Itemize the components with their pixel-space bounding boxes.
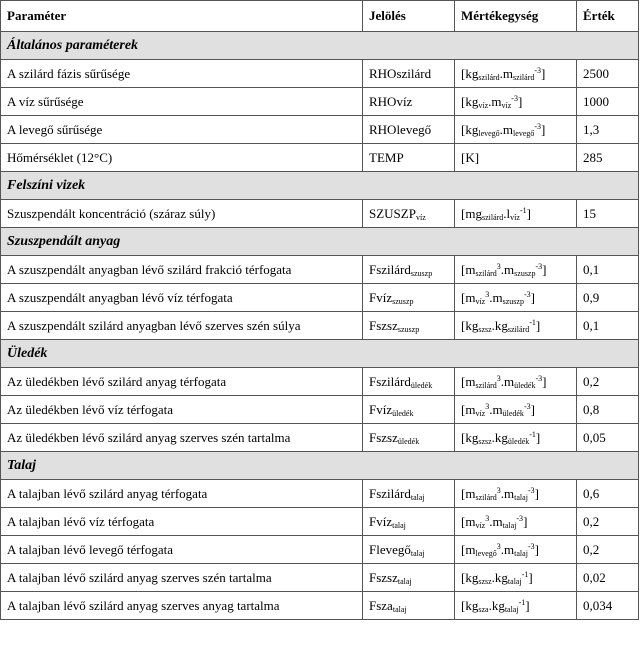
section-title: Talaj <box>1 452 639 480</box>
symbol-subscript: szuszp <box>392 296 414 306</box>
parameter-cell: Szuszpendált koncentráció (száraz súly) <box>1 200 363 228</box>
symbol-cell <box>363 424 455 452</box>
parameter-cell: Az üledékben lévő víz térfogata <box>1 396 363 424</box>
symbol-subscript: talaj <box>392 520 406 530</box>
symbol-subscript: szuszp <box>410 268 433 278</box>
symbol-subscript: talaj <box>392 604 407 614</box>
unit-cell: $[kg_{szsz}.kg_{üledék}^{-1}]$ <box>455 424 577 452</box>
value-cell: 0,02 <box>577 564 639 592</box>
unit-cell: $[kg_{szsz}.kg_{talaj}^{-1}]$ <box>455 564 577 592</box>
unit-cell: [K] <box>455 144 577 172</box>
unit-cell: $[m_{szilárd}^3.m_{szuszp}^{-3}]$ <box>455 256 577 284</box>
symbol-cell <box>363 200 455 228</box>
value-cell: 15 <box>577 200 639 228</box>
unit-cell: $[m_{víz}^3.m_{talaj}^{-3}]$ <box>455 508 577 536</box>
section-row <box>1 32 639 60</box>
symbol-subscript: üledék <box>410 380 433 390</box>
header-unit: Mértékegység <box>455 1 577 32</box>
table-row <box>1 368 639 396</box>
value-cell: 1,3 <box>577 116 639 144</box>
parameter-cell: A szuszpendált anyagban lévő víz térfogata <box>1 284 363 312</box>
table-row <box>1 480 639 508</box>
parameter-cell: A szuszpendált anyagban lévő szilárd frakció térfogata <box>1 256 363 284</box>
symbol-cell <box>363 368 455 396</box>
header-parameter: Paraméter <box>1 1 363 32</box>
symbol-text: SZUSZP <box>369 205 416 221</box>
section-title: Szuszpendált anyag <box>1 228 639 256</box>
parameter-cell: Az üledékben lévő szilárd anyag szerves szén tartalma <box>1 424 363 452</box>
symbol-cell <box>363 480 455 508</box>
value-cell: 0,8 <box>577 396 639 424</box>
symbol-text: Fvíz <box>369 513 393 529</box>
table-row <box>1 312 639 340</box>
symbol-text: Fvíz <box>369 401 393 417</box>
value-cell: 285 <box>577 144 639 172</box>
table-row <box>1 536 639 564</box>
section-row <box>1 340 639 368</box>
symbol-cell <box>363 508 455 536</box>
symbol-text: Fszilárd <box>369 261 411 277</box>
parameter-cell: Hőmérséklet (12°C) <box>1 144 363 172</box>
unit-cell: $[mg_{szilárd}.l_{víz}^{-1}]$ <box>455 200 577 228</box>
unit-cell: $[m_{szilárd}^3.m_{talaj}^{-3}]$ <box>455 480 577 508</box>
symbol-text: Fsza <box>369 597 393 613</box>
section-title: Felszíni vizek <box>1 172 639 200</box>
section-row <box>1 172 639 200</box>
value-cell: 0,05 <box>577 424 639 452</box>
symbol-cell <box>363 564 455 592</box>
parameter-cell: A levegő sűrűsége <box>1 116 363 144</box>
symbol-subscript: talaj <box>410 492 425 502</box>
table-row <box>1 256 639 284</box>
symbol-text: Fszilárd <box>369 373 411 389</box>
symbol-cell <box>363 60 455 88</box>
unit-cell: $[kg_{szilárd}.m_{szilárd}^{-3}]$ <box>455 60 577 88</box>
parameter-cell: A szilárd fázis sűrűsége <box>1 60 363 88</box>
value-cell: 1000 <box>577 88 639 116</box>
parameter-cell: A víz sűrűsége <box>1 88 363 116</box>
table-row <box>1 116 639 144</box>
unit-cell: $[kg_{sza}.kg_{talaj}^{-1}]$ <box>455 592 577 620</box>
value-cell: 0,2 <box>577 508 639 536</box>
table-row <box>1 508 639 536</box>
symbol-cell <box>363 312 455 340</box>
symbol-cell <box>363 116 455 144</box>
parameter-cell: A talajban lévő víz térfogata <box>1 508 363 536</box>
unit-cell: $[kg_{víz}.m_{víz}^{-3}]$ <box>455 88 577 116</box>
unit-cell: $[kg_{levegő}.m_{levegő}^{-3}]$ <box>455 116 577 144</box>
value-cell: 0,034 <box>577 592 639 620</box>
symbol-subscript: üledék <box>392 408 414 418</box>
value-cell: 0,1 <box>577 256 639 284</box>
symbol-text: Flevegő <box>369 541 411 557</box>
symbol-cell <box>363 536 455 564</box>
unit-cell: $[m_{levegő}^3.m_{talaj}^{-3}]$ <box>455 536 577 564</box>
value-cell: 0,2 <box>577 536 639 564</box>
symbol-text: Fvíz <box>369 289 393 305</box>
symbol-text: RHOlevegő <box>369 121 432 137</box>
symbol-cell <box>363 144 455 172</box>
symbol-cell <box>363 592 455 620</box>
table-row <box>1 284 639 312</box>
symbol-text: Fszilárd <box>369 485 411 501</box>
unit-cell: $[kg_{szsz}.kg_{szilárd}^{-1}]$ <box>455 312 577 340</box>
section-row <box>1 452 639 480</box>
symbol-subscript: víz <box>415 212 426 222</box>
section-row <box>1 228 639 256</box>
symbol-text: TEMP <box>369 149 404 165</box>
symbol-text: Fszsz <box>369 429 398 445</box>
parameter-cell: A szuszpendált szilárd anyagban lévő szerves szén súlya <box>1 312 363 340</box>
symbol-cell <box>363 284 455 312</box>
value-cell: 0,1 <box>577 312 639 340</box>
table-row <box>1 200 639 228</box>
unit-cell: $[m_{víz}^3.m_{szuszp}^{-3}]$ <box>455 284 577 312</box>
header-symbol: Jelölés <box>363 1 455 32</box>
symbol-text: Fszsz <box>369 317 398 333</box>
symbol-subscript: talaj <box>397 576 412 586</box>
symbol-cell <box>363 396 455 424</box>
header-row <box>1 1 639 32</box>
parameter-cell: A talajban lévő levegő térfogata <box>1 536 363 564</box>
value-cell: 0,2 <box>577 368 639 396</box>
unit-cell: $[m_{szilárd}^3.m_{üledék}^{-3}]$ <box>455 368 577 396</box>
section-title: Üledék <box>1 340 639 368</box>
header-value: Érték <box>577 1 639 32</box>
table-body <box>1 32 639 620</box>
table-row <box>1 424 639 452</box>
value-cell: 2500 <box>577 60 639 88</box>
symbol-text: RHOvíz <box>369 93 413 109</box>
parameter-cell: A talajban lévő szilárd anyag térfogata <box>1 480 363 508</box>
value-cell: 0,9 <box>577 284 639 312</box>
value-cell: 0,6 <box>577 480 639 508</box>
table-row <box>1 396 639 424</box>
symbol-subscript: üledék <box>397 436 420 446</box>
table-row <box>1 564 639 592</box>
symbol-text: Fszsz <box>369 569 398 585</box>
table-row <box>1 592 639 620</box>
parameter-cell: Az üledékben lévő szilárd anyag térfogata <box>1 368 363 396</box>
unit-cell: $[m_{víz}^3.m_{üledék}^{-3}]$ <box>455 396 577 424</box>
symbol-text: RHOszilárd <box>369 65 432 81</box>
symbol-subscript: szuszp <box>397 324 420 334</box>
parameter-cell: A talajban lévő szilárd anyag szerves anyag tartalma <box>1 592 363 620</box>
table-row <box>1 60 639 88</box>
table-row <box>1 144 639 172</box>
symbol-subscript: talaj <box>410 548 425 558</box>
section-title: Általános paraméterek <box>1 32 639 60</box>
parameter-cell: A talajban lévő szilárd anyag szerves szén tartalma <box>1 564 363 592</box>
symbol-cell <box>363 88 455 116</box>
table-row <box>1 88 639 116</box>
symbol-cell <box>363 256 455 284</box>
